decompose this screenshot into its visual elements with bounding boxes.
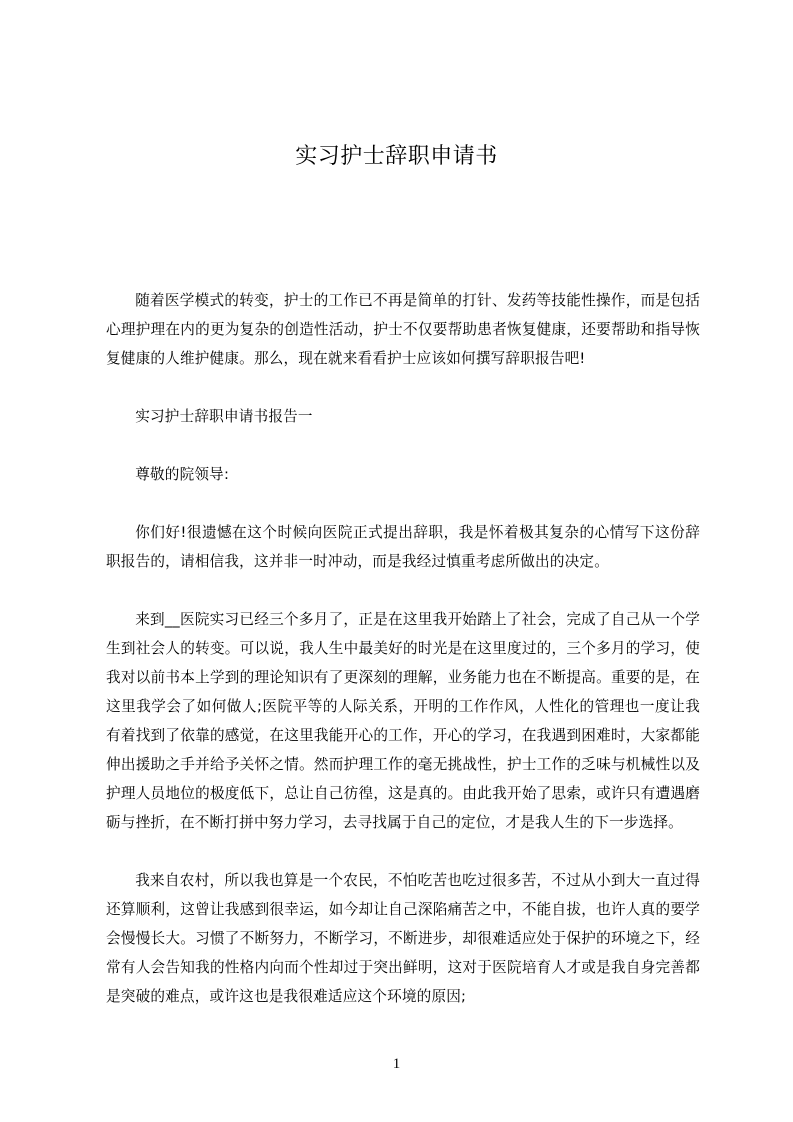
page-title: 实习护士辞职申请书 <box>295 144 498 169</box>
document-body <box>106 286 700 1040</box>
page-number: 1 <box>392 1056 401 1072</box>
body-paragraph: 你们好!很遗憾在这个时候向医院正式提出辞职，我是怀着极其复杂的心情写下这份辞职报告的，请相信我，这并非一时冲动，而是我经过慎重考虑所做出的决定。 <box>106 524 700 570</box>
section-heading: 实习护士辞职申请书报告一 <box>135 408 313 425</box>
body-paragraph: 来到__医院实习已经三个多月了，正是在这里我开始踏上了社会，完成了自己从一个学生到社会人的转变。可以说，我人生中最美好的时光是在这里度过的，三个多月的学习，使我对以前书本上学到的理论知识有了更深刻的理解，业务能力也在不断提高。重要的是，在这里我学会了如何做人;医院平等的人际关系，开明的工作作风，人性化的管理也一度让我有着找到了依靠的感觉，在这里我能开心的工作，开心的学习，在我遇到困难时，大家都能伸出援助之手并给予关怀之情。然而护理工作的毫无挑战性，护士工作的乏味与机械性以及护理人员地位的极度低下，总让自己彷徨，这是真的。由此我开始了思索，或许只有遭遇磨砺与挫折，在不断打拼中努力学习，去寻找属于自己的定位，才是我人生的下一步选择。 <box>106 611 700 831</box>
salutation: 尊敬的院领导: <box>135 466 230 483</box>
body-paragraph: 我来自农村，所以我也算是一个农民，不怕吃苦也吃过很多苦，不过从小到大一直过得还算顺利，这曾让我感到很幸运，如今却让自己深陷痛苦之中，不能自拔，也许人真的要学会慢慢长大。习惯了不断努力，不断学习，不断进步，却很难适应处于保护的环境之下，经常有人会告知我的性格内向而个性却过于突出鲜明，这对于医院培育人才或是我自身完善都是突破的难点，或许这也是我很难适应这个环境的原因; <box>106 872 700 1005</box>
intro-paragraph: 随着医学模式的转变，护士的工作已不再是简单的打针、发药等技能性操作，而是包括心理护理在内的更为复杂的创造性活动，护士不仅要帮助患者恢复健康，还要帮助和指导恢复健康的人维护健康。那么，现在就来看看护士应该如何撰写辞职报告吧! <box>106 292 700 367</box>
